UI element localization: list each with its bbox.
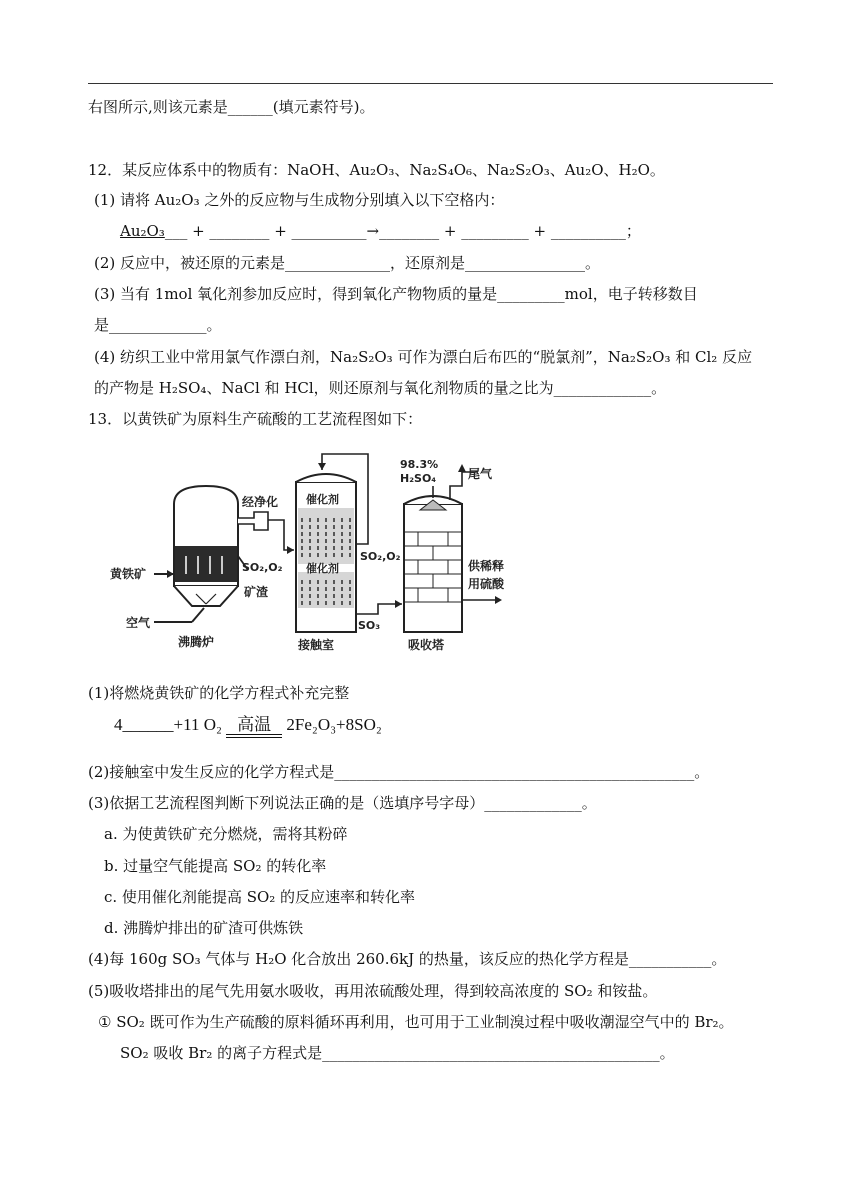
q12-part4-line1: (4) 纺织工业中常用氯气作漂白剂，Na₂S₂O₃ 可作为漂白后布匹的“脱氯剂”，Na₂S₂O₃ 和 Cl₂ 反应 — [94, 348, 753, 366]
q13-part4: (4)每 160g SO₃ 气体与 H₂O 化合放出 260.6kJ 的热量，该反应的热化学方程是___________。 — [88, 950, 727, 968]
purified-gas-pipe — [268, 520, 294, 550]
catalyst-label-top: 催化剂 — [306, 493, 339, 506]
contact-gas-label: SO₂,O₂ — [360, 550, 401, 563]
dilute-acid-label-2: 用硫酸 — [468, 577, 505, 591]
header-line: 右图所示,则该元素是______(填元素符号)。 — [88, 98, 375, 116]
air-label: 空气 — [126, 616, 151, 630]
contact-chamber-label: 接触室 — [298, 638, 335, 652]
sulfuric-acid-process-diagram — [108, 446, 540, 668]
q13-part3: (3)依据工艺流程图判断下列说法正确的是（选填序号字母）_____________。 — [88, 794, 597, 812]
q13-equation — [114, 715, 382, 735]
condition-label: 高温 — [237, 715, 272, 734]
q13-part5-item1-line1: ① SO₂ 既可作为生产硫酸的原料循环再利用，也可用于工业制溴过程中吸收潮湿空气中的 Br₂。 — [98, 1013, 734, 1031]
q13-option-b: b. 过量空气能提高 SO₂ 的转化率 — [104, 857, 327, 875]
tail-gas-arrowhead — [458, 464, 466, 472]
so3-arrowhead — [395, 600, 402, 608]
q13-part5: (5)吸收塔排出的尾气先用氨水吸收，再用浓硫酸处理，得到较高浓度的 SO₂ 和铵盐。 — [88, 982, 658, 1000]
catalyst-label-bottom: 催化剂 — [306, 562, 339, 575]
q13-part1: (1)将燃烧黄铁矿的化学方程式补充完整 — [88, 684, 350, 702]
q12-part3-line1: (3) 当有 1mol 氧化剂参加反应时，得到氧化产物物质的量是_________mol，电子转移数目 — [94, 285, 698, 303]
q13-stem: 13．以黄铁矿为原料生产硫酸的工艺流程图如下： — [88, 410, 423, 428]
q12-blank-row: ___ + ________ + __________→________ + _________ + __________； — [164, 222, 641, 240]
q12-part1-blanks — [120, 221, 641, 241]
absorption-tower-label: 吸收塔 — [408, 638, 445, 652]
header-rule — [88, 83, 773, 84]
equation-double-line — [226, 734, 282, 738]
boiling-furnace — [174, 486, 238, 606]
air-feed-arrow — [192, 608, 204, 622]
absorption-tower — [404, 496, 462, 632]
q13-part2: (2)接触室中发生反应的化学方程式是________________________________________________。 — [88, 763, 710, 781]
dilute-acid-label-1: 供稀释 — [468, 559, 505, 573]
equation-left: 4______+11 O₂ — [114, 715, 222, 734]
acid-concentration-label: 98.3% — [400, 458, 439, 471]
so3-label: SO₃ — [358, 619, 381, 632]
q13-option-a: a. 为使黄铁矿充分燃烧，需将其粉碎 — [104, 825, 348, 843]
furnace-gas-label: SO₂,O₂ — [242, 561, 283, 574]
pyrite-feed-arrowhead — [167, 570, 174, 578]
q12-part3-line2: 是_____________。 — [94, 316, 222, 334]
acid-name-label: H₂SO₄ — [400, 472, 437, 485]
equation-right: 2Fe₂O₃+8SO₂ — [286, 715, 382, 734]
purify-label: 经净化 — [242, 495, 279, 509]
q13-part5-item1-line2: SO₂ 吸收 Br₂ 的离子方程式是_____________________________________________。 — [120, 1044, 675, 1062]
q12-part4-line2: 的产物是 H₂SO₄、NaCl 和 HCl，则还原剂与氧化剂物质的量之比为_____________。 — [94, 379, 667, 397]
slag-label: 矿渣 — [244, 585, 269, 599]
tail-gas-label: 尾气 — [468, 467, 493, 481]
equation-condition — [226, 715, 282, 735]
dilute-acid-arrowhead — [495, 596, 502, 604]
q13-option-c: c. 使用催化剂能提高 SO₂ 的反应速率和转化率 — [104, 888, 416, 906]
purify-port — [238, 512, 268, 530]
purified-gas-arrowhead — [287, 546, 294, 554]
furnace-label: 沸腾炉 — [178, 635, 215, 649]
pyrite-label: 黄铁矿 — [110, 567, 147, 581]
q12-part2: (2) 反应中，被还原的元素是______________，还原剂是________________。 — [94, 254, 601, 272]
q12-au2o3-label: Au₂O₃ — [120, 222, 165, 240]
q12-stem: 12．某反应体系中的物质有：NaOH、Au₂O₃、Na₂S₄O₆、Na₂S₂O₃、Au₂O、H₂O。 — [88, 161, 665, 179]
q12-part1: (1) 请将 Au₂O₃ 之外的反应物与生成物分别填入以下空格内： — [94, 191, 505, 209]
recycle-arrowhead — [318, 463, 326, 470]
q13-option-d: d. 沸腾炉排出的矿渣可供炼铁 — [104, 919, 304, 937]
